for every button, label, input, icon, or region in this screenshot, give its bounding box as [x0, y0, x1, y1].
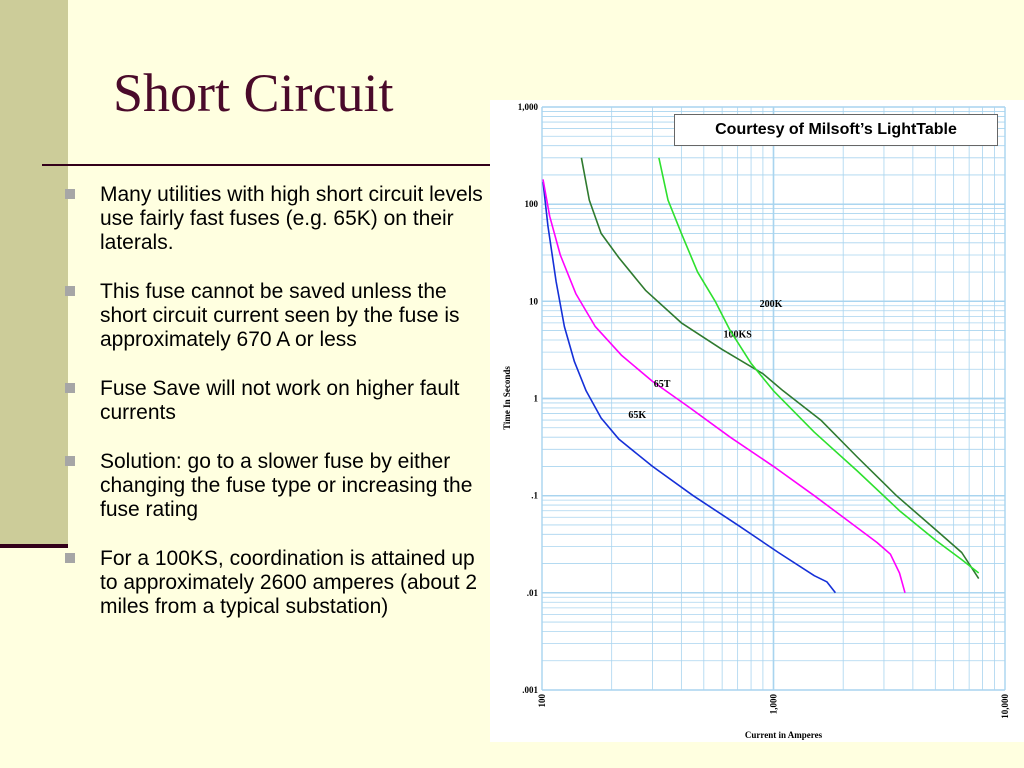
x-axis-title: Current in Amperes [744, 730, 823, 740]
tcc-chart [490, 100, 1024, 742]
slide-title: Short Circuit [113, 63, 394, 123]
bullet-list [62, 183, 492, 644]
bullet-item [62, 547, 492, 619]
y-tick-label: .1 [531, 490, 538, 501]
y-tick-label: .001 [522, 685, 538, 695]
y-tick-label: 10 [529, 296, 538, 307]
x-tick-label: 1,000 [768, 694, 779, 715]
bullet-item [62, 280, 492, 352]
x-tick-label: 10,000 [1000, 694, 1010, 719]
curve-65k [543, 182, 835, 593]
square-bullet-icon [65, 286, 75, 296]
bullet-text: Solution: go to a slower fuse by either changing the fuse type or increasing the fuse rating [100, 450, 473, 521]
square-bullet-icon [65, 553, 75, 563]
chart-credit: Courtesy of Milsoft’s LightTable [715, 121, 957, 138]
x-tick-label: 100 [537, 694, 547, 708]
bullet-item [62, 377, 492, 425]
bullet-item [62, 450, 492, 522]
curve-label-65k: 65K [628, 409, 647, 421]
bullet-text: This fuse cannot be saved unless the short circuit current seen by the fuse is approximately 670 A or less [100, 280, 460, 351]
square-bullet-icon [65, 383, 75, 393]
curve-label-100ks: 100KS [723, 329, 752, 341]
band-divider [0, 544, 68, 548]
square-bullet-icon [65, 456, 75, 466]
bullet-text: Many utilities with high short circuit levels use fairly fast fuses (e.g. 65K) on their laterals. [100, 183, 483, 254]
title-divider [42, 164, 500, 166]
tcc-chart-panel [490, 100, 1024, 742]
curve-label-200k: 200K [759, 299, 783, 311]
sidebar-band [0, 0, 68, 547]
bullet-text: For a 100KS, coordination is attained up to approximately 2600 amperes (about 2 miles from a typical substation) [100, 547, 478, 618]
square-bullet-icon [65, 189, 75, 199]
bullet-text: Fuse Save will not work on higher fault currents [100, 377, 460, 424]
bullet-item [62, 183, 492, 255]
curve-label-65t: 65T [653, 378, 671, 390]
y-tick-label: .01 [526, 587, 538, 598]
y-axis-title: Time In Seconds [502, 366, 512, 430]
y-tick-label: 100 [524, 199, 538, 210]
chart-credit-box [674, 114, 998, 146]
curve-100ks [581, 158, 978, 579]
curve-65t [543, 179, 905, 592]
y-tick-label: 1,000 [517, 102, 538, 112]
y-tick-label: 1 [533, 393, 538, 404]
